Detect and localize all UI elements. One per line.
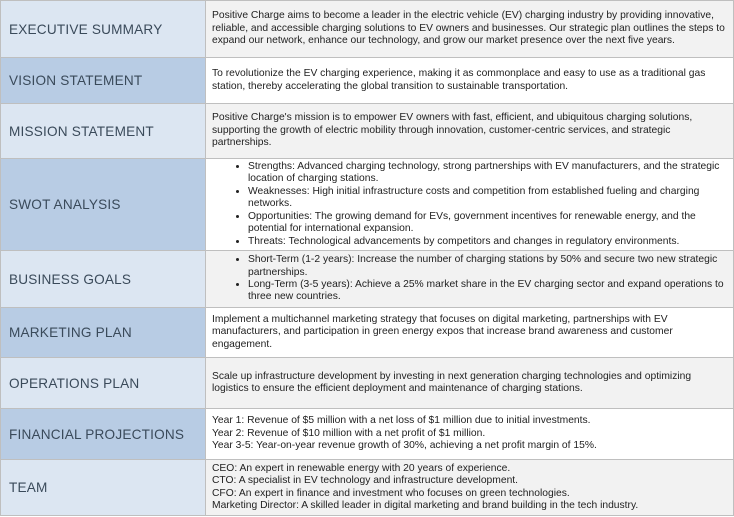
goal-long-term: • Long-Term (3-5 years): Achieve a 25% market share in the EV charging sector and expand operations to three new countries. (248, 279, 727, 304)
text-executive-summary: Positive Charge aims to become a leader in the electric vehicle (EV) charging industry by providing innovative, reliable, and accessible charging solutions to EV owners and businesses. Our strategic plan outlines the steps to expand our network, enhance our technology, and grow our market presence over the next five years. (206, 1, 734, 58)
team-ceo: CEO: An expert in renewable energy with 20 years of experience. (212, 462, 511, 474)
heading-team: TEAM (1, 460, 206, 516)
row-marketing-plan (1, 308, 734, 358)
text-operations-plan: Scale up infrastructure development by investing in next generation charging technologies and optimizing logistics to ensure the efficient deployment and maintenance of charging stations. (206, 358, 734, 409)
row-operations-plan (1, 358, 734, 409)
heading-financial-projections: FINANCIAL PROJECTIONS (1, 409, 206, 460)
financial-year-3-5: Year 3-5: Year-on-year revenue growth of 30%, achieving a net profit margin of 15%. (212, 440, 597, 452)
team-cell (206, 460, 734, 516)
swot-weaknesses: • Weaknesses: High initial infrastructure costs and competition from established fueling and charging networks. (248, 186, 727, 211)
row-financial-projections (1, 409, 734, 460)
heading-marketing-plan: MARKETING PLAN (1, 308, 206, 358)
text-mission-statement: Positive Charge's mission is to empower EV owners with fast, efficient, and ubiquitous charging solutions, supporting the growth of electric mobility through innovation, customer-centric services, and strategic partnerships. (206, 104, 734, 159)
row-business-goals (1, 251, 734, 308)
row-team (1, 460, 734, 516)
financial-year-2: Year 2: Revenue of $10 million with a net profit of $1 million. (212, 427, 486, 439)
swot-cell (206, 159, 734, 251)
row-executive-summary (1, 1, 734, 58)
goal-short-term: • Short-Term (1-2 years): Increase the number of charging stations by 50% and secure two new strategic partnerships. (248, 254, 727, 279)
swot-opportunities: • Opportunities: The growing demand for EVs, government incentives for renewable energy, and the potential for international expansion. (248, 211, 727, 236)
row-vision-statement (1, 58, 734, 104)
team-cto: CTO: A specialist in EV technology and infrastructure development. (212, 475, 519, 487)
text-marketing-plan: Implement a multichannel marketing strategy that focuses on digital marketing, partnerships with EV manufacturers, and participation in green energy expos that increase brand awareness and customer engagement. (206, 308, 734, 358)
team-marketing-director: Marketing Director: A skilled leader in digital marketing and brand building in the tech industry. (212, 499, 639, 511)
row-swot-analysis (1, 159, 734, 251)
swot-list (212, 161, 727, 248)
heading-mission-statement: MISSION STATEMENT (1, 104, 206, 159)
heading-executive-summary: EXECUTIVE SUMMARY (1, 1, 206, 58)
text-vision-statement: To revolutionize the EV charging experience, making it as commonplace and easy to use as a traditional gas station, thereby accelerating the global transition to sustainable transportation. (206, 58, 734, 104)
swot-strengths: • Strengths: Advanced charging technology, strong partnerships with EV manufacturers, and the strategic location of charging stations. (248, 161, 727, 186)
goals-cell (206, 251, 734, 308)
heading-vision-statement: VISION STATEMENT (1, 58, 206, 104)
heading-business-goals: BUSINESS GOALS (1, 251, 206, 308)
heading-operations-plan: OPERATIONS PLAN (1, 358, 206, 409)
financial-year-1: Year 1: Revenue of $5 million with a net loss of $1 million due to initial investments. (212, 415, 591, 427)
goals-list (212, 254, 727, 304)
swot-threats: • Threats: Technological advancements by competitors and changes in regulatory environments. (248, 236, 727, 248)
financial-cell (206, 409, 734, 460)
heading-swot-analysis: SWOT ANALYSIS (1, 159, 206, 251)
team-cfo: CFO: An expert in finance and investment who focuses on green technologies. (212, 487, 570, 499)
row-mission-statement (1, 104, 734, 159)
